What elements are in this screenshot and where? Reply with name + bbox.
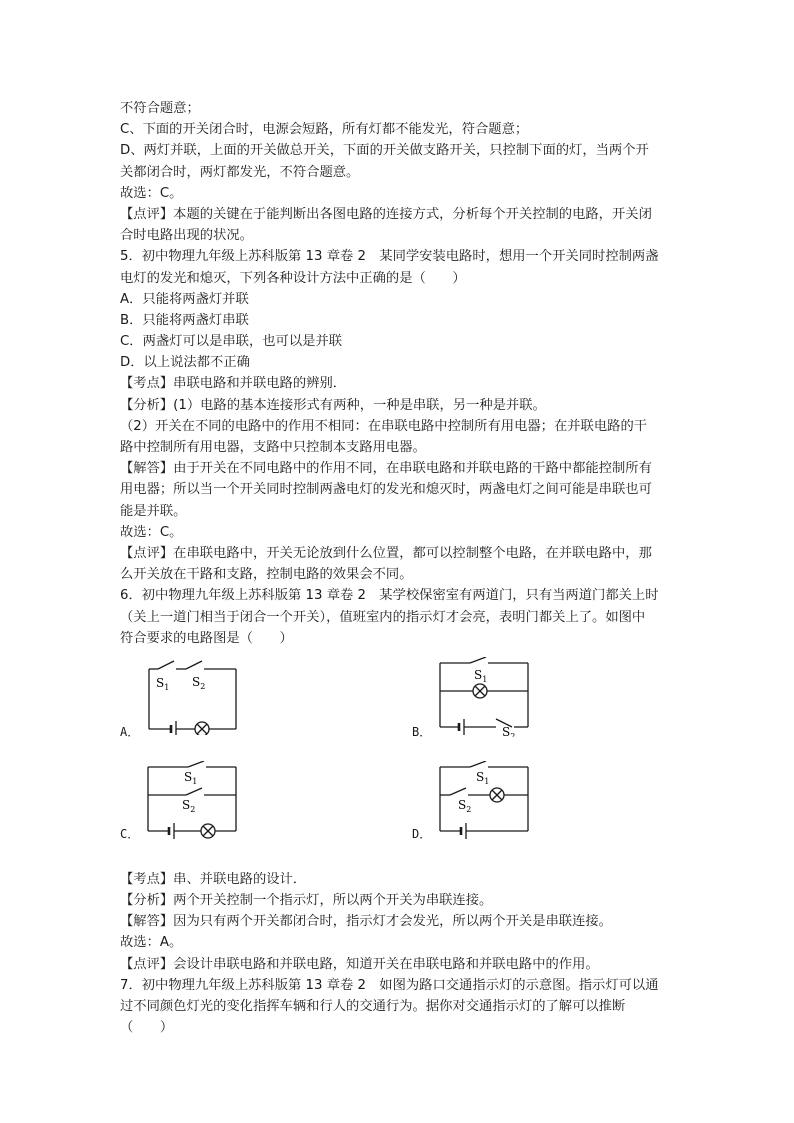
switch-s2-label: $S_2$ <box>192 674 206 691</box>
switch-s1-label: $S_1$ <box>184 769 198 786</box>
text-line: B．只能将两盏灯串联 <box>120 312 249 328</box>
text-line: 7．初中物理九年级上苏科版第 13 章卷 2 如图为路口交通指示灯的示意图。指示灯可以通 <box>120 977 659 993</box>
text-line: （关上一道门相当于闭合一个开关），值班室内的指示灯才会亮，表明门都关上了。如图中 <box>120 609 646 625</box>
circuit-b-diagram <box>436 657 536 737</box>
text-line: （ ） <box>120 1020 174 1036</box>
text-line: A．只能将两盏灯并联 <box>120 291 249 307</box>
option-a-label: A． <box>120 724 140 739</box>
text-line: 关都闭合时，两灯都发光，不符合题意。 <box>120 164 360 180</box>
text-line: 【点评】在串联电路中，开关无论放到什么位置，都可以控制整个电路，在并联电路中，那 <box>120 545 652 561</box>
switch-s1-label: $S_1$ <box>474 667 488 684</box>
switch-s2-label: $S_2$ <box>182 797 196 814</box>
circuit-option-c <box>144 761 244 845</box>
text-line: （2）开关在不同的电路中的作用不相同：在串联电路中控制所有用电器；在并联电路的干 <box>120 418 648 434</box>
text-line: D、两灯并联，上面的开关做总开关，下面的开关做支路开关，只控制下面的灯，当两个开 <box>120 143 649 159</box>
text-line: C．两盏灯可以是串联，也可以是并联 <box>120 334 343 350</box>
text-line: 合时电路出现的状况。 <box>120 228 253 244</box>
text-line: 路中控制所有用电器，支路中只控制本支路用电器。 <box>120 440 426 455</box>
text-line: 故选：C。 <box>120 524 183 540</box>
solution-text-top <box>120 98 680 649</box>
solution-text-bottom <box>120 869 680 1039</box>
switch-s1-label: $S_1$ <box>476 769 490 786</box>
text-line: D．以上说法都不正确 <box>120 355 250 371</box>
text-line: 6．初中物理九年级上苏科版第 13 章卷 2 某学校保密室有两道门，只有当两道门都关上时 <box>120 588 659 604</box>
text-line: 用电器；所以当一个开关同时控制两盏电灯的发光和熄灭时，两盏电灯之间可能是串联也可 <box>120 482 652 498</box>
circuit-option-d <box>436 761 536 845</box>
text-line: 【解答】因为只有两个开关都闭合时，指示灯才会发光，所以两个开关是串联连接。 <box>120 914 612 930</box>
switch-s2-label: $S_2$ <box>502 724 516 737</box>
text-line: 5．初中物理九年级上苏科版第 13 章卷 2 某同学安装电路时，想用一个开关同时控制两盏 <box>120 249 659 265</box>
document-page <box>120 98 680 1038</box>
text-line: 么开关放在干路和支路，控制电路的效果会不同。 <box>120 567 413 583</box>
text-line: 【分析】(1）电路的基本连接形式有两种，一种是串联，另一种是并联。 <box>120 397 546 413</box>
text-line: 不符合题意； <box>120 101 200 116</box>
text-line: 能是并联。 <box>120 503 187 519</box>
text-line: 【分析】两个开关控制一个指示灯，所以两个开关为串联连接。 <box>120 893 493 909</box>
text-line: 故选：C。 <box>120 185 183 201</box>
text-line: 电灯的发光和熄灭，下列各种设计方法中正确的是（ ） <box>120 270 466 286</box>
option-c-label: C． <box>120 826 140 841</box>
switch-s1-label: $S_1$ <box>156 675 170 692</box>
text-line: 故选：A。 <box>120 935 183 951</box>
text-line: C、下面的开关闭合时，电源会短路，所有灯都不能发光，符合题意； <box>120 122 529 138</box>
circuit-option-a <box>144 657 244 739</box>
text-line: 【点评】本题的关键在于能判断出各图电路的连接方式，分析每个开关控制的电路，开关闭 <box>120 206 652 222</box>
circuit-c-diagram <box>144 761 244 841</box>
text-line: 【点评】会设计串联电路和并联电路，知道开关在串联电路和并联电路中的作用。 <box>120 956 599 972</box>
option-d-label: D． <box>412 826 432 841</box>
circuit-d-diagram <box>436 761 536 841</box>
text-line: 【考点】串联电路和并联电路的辨别． <box>120 376 347 392</box>
switch-s2-label: $S_2$ <box>458 797 472 814</box>
text-line: 符合要求的电路图是（ ） <box>120 630 293 646</box>
option-b-label: B． <box>412 724 432 739</box>
text-line: 过不同颜色灯光的变化指挥车辆和行人的交通行为。据你对交通指示灯的了解可以推断 <box>120 999 626 1014</box>
circuit-option-b <box>436 657 536 741</box>
text-line: 【解答】由于开关在不同电路中的作用不同，在串联电路和并联电路的干路中都能控制所有 <box>120 461 652 477</box>
circuit-a-diagram <box>144 657 244 735</box>
text-line: 【考点】串、并联电路的设计． <box>120 871 307 887</box>
circuit-options-figure <box>120 657 680 865</box>
